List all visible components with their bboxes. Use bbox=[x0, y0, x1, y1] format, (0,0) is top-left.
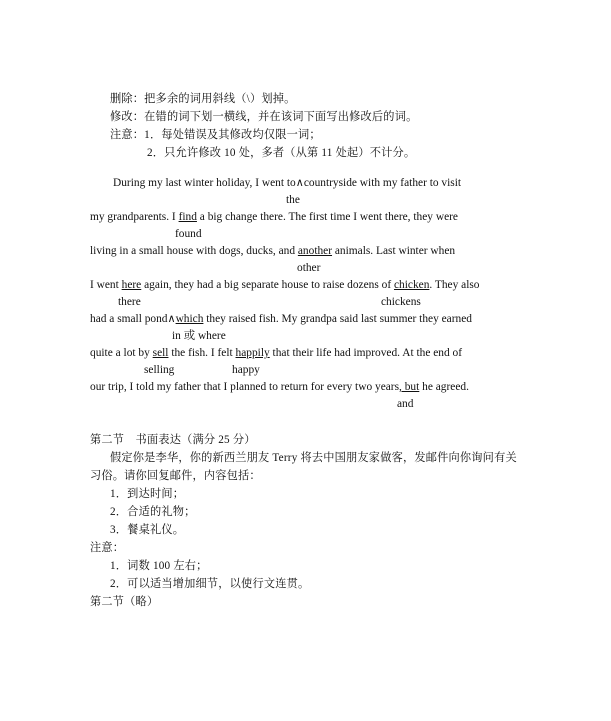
passage-text: During my last winter holiday, I went to bbox=[113, 177, 296, 189]
passage-text: that their life had improved. At the end of bbox=[269, 347, 463, 359]
prompt-line-1: 假定你是李华，你的新西兰朋友 Terry 将去中国朋友家做客，发邮件向你询问有关 bbox=[110, 452, 517, 464]
correction-other: other bbox=[297, 262, 321, 274]
passage-text: a big change there. The first time I went there, they were bbox=[196, 211, 458, 223]
passage-line-7 bbox=[90, 380, 469, 394]
instruction-note-2: 2．只允许修改 10 处，多者（从第 11 处起）不计分。 bbox=[147, 147, 416, 159]
passage-text: my grandparents. I bbox=[90, 211, 179, 223]
note-item: 1．词数 100 左右； bbox=[110, 560, 208, 572]
error-word: , but bbox=[399, 381, 420, 393]
correction-there: there bbox=[118, 296, 141, 308]
passage-line-1 bbox=[113, 176, 461, 190]
instruction-delete: 删除：把多余的词用斜线（\）划掉。 bbox=[110, 93, 296, 105]
section-footer: 第二节（略） bbox=[90, 596, 159, 608]
correction-in-or-where: in 或 where bbox=[172, 330, 226, 342]
content-item: 1．到达时间； bbox=[110, 488, 185, 500]
passage-text: he agreed. bbox=[419, 381, 469, 393]
section-heading: 第二节 书面表达（满分 25 分） bbox=[90, 434, 256, 446]
passage-line-2 bbox=[90, 210, 458, 224]
passage-line-6 bbox=[90, 346, 462, 360]
passage-line-5 bbox=[90, 312, 472, 326]
insert-caret: ∧ bbox=[295, 177, 304, 189]
passage-text: countryside with my father to visit bbox=[303, 177, 462, 189]
content-item: 3．餐桌礼仪。 bbox=[110, 524, 185, 536]
error-word: here bbox=[121, 279, 142, 291]
error-word: happily bbox=[235, 347, 270, 359]
correction-chickens: chickens bbox=[381, 296, 421, 308]
error-word: which bbox=[175, 313, 204, 325]
error-word: another bbox=[297, 245, 333, 257]
passage-text: I went bbox=[90, 279, 122, 291]
prompt-line-2: 习俗。请你回复邮件，内容包括： bbox=[90, 470, 261, 482]
passage-text: again, they had a big separate house to raise dozens of bbox=[141, 279, 394, 291]
passage-text: our trip, I told my father that I planned to return for every two years bbox=[90, 381, 400, 393]
error-word: chicken bbox=[393, 279, 430, 291]
passage-text: living in a small house with dogs, ducks, and bbox=[90, 245, 298, 257]
passage-text: had a small pond bbox=[90, 313, 168, 325]
passage-line-4 bbox=[90, 278, 479, 292]
note-label: 注意： bbox=[90, 542, 125, 554]
correction-the: the bbox=[286, 194, 300, 206]
instruction-modify: 修改：在错的词下划一横线，并在该词下面写出修改后的词。 bbox=[110, 111, 418, 123]
error-word: sell bbox=[152, 347, 169, 359]
passage-text: quite a lot by bbox=[90, 347, 153, 359]
correction-and: and bbox=[397, 398, 414, 410]
correction-selling: selling bbox=[144, 364, 175, 376]
passage-text: animals. Last winter when bbox=[332, 245, 456, 257]
content-item: 2．合适的礼物； bbox=[110, 506, 196, 518]
error-word: find bbox=[178, 211, 197, 223]
instruction-note-1: 注意：1．每处错误及其修改均仅限一词； bbox=[110, 129, 321, 141]
passage-text: . They also bbox=[429, 279, 480, 291]
correction-found: found bbox=[175, 228, 202, 240]
correction-happy: happy bbox=[232, 364, 260, 376]
passage-text: they raised fish. My grandpa said last summer they earned bbox=[203, 313, 472, 325]
passage-line-3 bbox=[90, 244, 455, 258]
insert-caret: ∧ bbox=[167, 313, 176, 325]
note-item: 2．可以适当增加细节，以使行文连贯。 bbox=[110, 578, 310, 590]
passage-text: the fish. I felt bbox=[168, 347, 236, 359]
